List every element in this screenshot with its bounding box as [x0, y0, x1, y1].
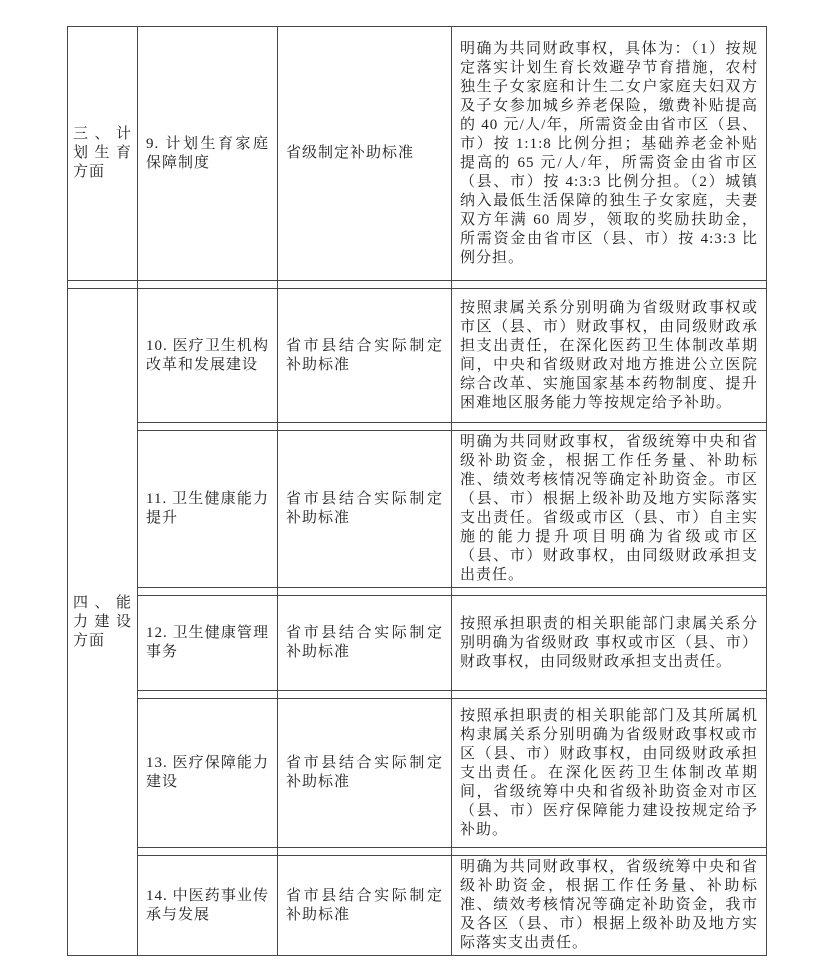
divider-cell — [68, 281, 138, 289]
divider-cell — [138, 691, 278, 699]
divider-cell — [278, 848, 452, 856]
item-9-cell: 9. 计划生育家庭保障制度 — [138, 27, 278, 281]
standard-11-cell: 省市县结合实际制定补助标准 — [278, 431, 452, 588]
divider-cell — [452, 423, 767, 431]
group-cell-capacity-building: 四、能力建设方面 — [68, 289, 138, 956]
divider-cell — [138, 423, 278, 431]
item-13-cell: 13. 医疗保障能力建设 — [138, 699, 278, 848]
item-12-cell: 12. 卫生健康管理事务 — [138, 596, 278, 691]
table-row-12 — [68, 596, 767, 691]
group-cell-family-planning: 三、计划生育方面 — [68, 27, 138, 281]
divider-cell — [278, 588, 452, 596]
divider-cell — [452, 281, 767, 289]
fiscal-authority-table — [67, 26, 767, 956]
item-14-cell: 14. 中医药事业传承与发展 — [138, 856, 278, 956]
divider-cell — [452, 588, 767, 596]
divider-cell — [452, 691, 767, 699]
standard-12-cell: 省市县结合实际制定补助标准 — [278, 596, 452, 691]
item-10-cell: 10. 医疗卫生机构改革和发展建设 — [138, 289, 278, 423]
description-13-cell: 按照承担职责的相关职能部门及其所属机构隶属关系分别明确为省级财政事权或市区（县、市）财政事权，由同级财政承担支出责任。在深化医药卫生体制改革期间，省级统筹中央和省级补助资金对市区（县、市）医疗保障能力建设按规定给予补助。 — [452, 699, 767, 848]
divider-cell — [278, 691, 452, 699]
divider-cell — [138, 281, 278, 289]
standard-14-cell: 省市县结合实际制定补助标准 — [278, 856, 452, 956]
table-row-9 — [68, 27, 767, 281]
description-12-cell: 按照承担职责的相关职能部门隶属关系分别明确为省级财政 事权或市区（县、市）财政事权，由同级财政承担支出责任。 — [452, 596, 767, 691]
standard-13-cell: 省市县结合实际制定补助标准 — [278, 699, 452, 848]
row-divider — [68, 691, 767, 699]
table-row-11 — [68, 431, 767, 588]
table-row-13 — [68, 699, 767, 848]
section-divider — [68, 281, 767, 289]
table-row-14 — [68, 856, 767, 956]
table-row-10 — [68, 289, 767, 423]
divider-cell — [278, 423, 452, 431]
divider-cell — [138, 588, 278, 596]
divider-cell — [138, 848, 278, 856]
divider-cell — [278, 281, 452, 289]
description-9-cell: 明确为共同财政事权，具体为：（1）按规定落实计划生育长效避孕节育措施，农村独生子女家庭和计生二女户家庭夫妇双方及子女参加城乡养老保险，缴费补贴提高的 40 元/人/年，所需资金由省市区（县、市）按 1:1:8 比例分担；基础养老金补贴提高的 65 元/人/年，所需资金由省市区（县、市）按 4:3:3 比例分担。（2）城镇纳入最低生活保障的独生子女家庭，夫妻双方年满 60 周岁，领取的奖励扶助金，所需资金由省市区（县、市）按 4:3:3 比例分担。 — [452, 27, 767, 281]
row-divider — [68, 423, 767, 431]
description-14-cell: 明确为共同财政事权，省级统筹中央和省级补助资金，根据工作任务量、补助标准、绩效考核情况等确定补助资金，我市及各区（县、市）根据上级补助及地方实际落实支出责任。 — [452, 856, 767, 956]
description-10-cell: 按照隶属关系分别明确为省级财政事权或市区（县、市）财政事权，由同级财政承担支出责任，在深化医药卫生体制改革期间，中央和省级财政对地方推进公立医院综合改革、实施国家基本药物制度、提升困难地区服务能力等按规定给予补助。 — [452, 289, 767, 423]
standard-9-cell: 省级制定补助标准 — [278, 27, 452, 281]
item-11-cell: 11. 卫生健康能力提升 — [138, 431, 278, 588]
description-11-cell: 明确为共同财政事权，省级统筹中央和省级补助资金，根据工作任务量、补助标准、绩效考核情况等确定补助资金。市区（县、市）根据上级补助及地方实际落实支出责任。省级或市区（县、市）自主实施的能力提升项目明确为省级或市区（县、市）财政事权，由同级财政承担支出责任。 — [452, 431, 767, 588]
row-divider — [68, 588, 767, 596]
divider-cell — [452, 848, 767, 856]
standard-10-cell: 省市县结合实际制定补助标准 — [278, 289, 452, 423]
row-divider — [68, 848, 767, 856]
